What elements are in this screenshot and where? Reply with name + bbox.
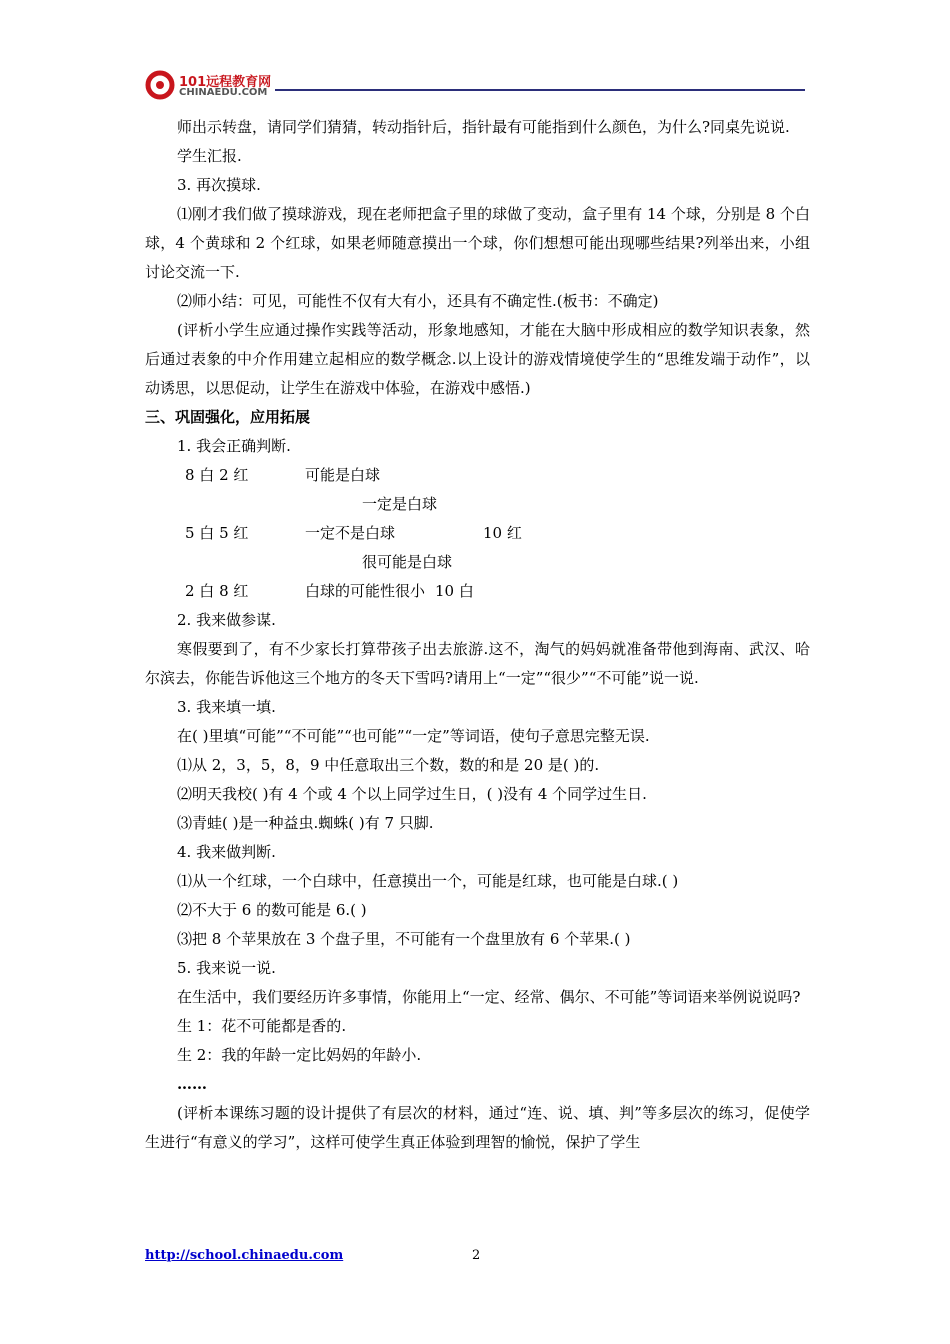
matching-left: 8 白 2 红 bbox=[185, 466, 249, 484]
student-answer: 生 1：花不可能都是香的. bbox=[177, 1017, 347, 1035]
sub-item: ⑴从一个红球，一个白球中，任意摸出一个，可能是红球，也可能是白球.( ) bbox=[177, 872, 679, 890]
paragraph: ⑵师小结：可见，可能性不仅有大有小，还具有不确定性.(板书：不确定) bbox=[177, 292, 659, 310]
matching-extra: 10 白 bbox=[435, 582, 474, 600]
footer-link[interactable]: http://school.chinaedu.com bbox=[145, 1248, 344, 1263]
page-footer bbox=[145, 1248, 810, 1268]
list-item: 3. 再次摸球. bbox=[177, 176, 261, 194]
matching-row bbox=[145, 461, 810, 490]
sub-item: ⑶把 8 个苹果放在 3 个盘子里，不可能有一个盘里放有 6 个苹果.( ) bbox=[177, 930, 631, 948]
matching-row bbox=[145, 548, 810, 577]
matching-right: 一定不是白球 bbox=[305, 524, 396, 542]
paragraph: 寒假要到了，有不少家长打算带孩子出去旅游.这不，淘气的妈妈就准备带他到海南、武汉、哈尔滨去，你能告诉他这三个地方的冬天下雪吗?请用上“一定”“很少”“不可能”说一说. bbox=[145, 640, 810, 687]
matching-left: 5 白 5 红 bbox=[185, 524, 249, 542]
header-rule bbox=[275, 89, 805, 91]
paragraph: 在( )里填“可能”“不可能”“也可能”“一定”等词语，使句子意思完整无误. bbox=[177, 727, 650, 745]
document-body bbox=[145, 113, 810, 1157]
list-item: 4. 我来做判断. bbox=[177, 843, 276, 861]
section-heading: 三、巩固强化，应用拓展 bbox=[145, 408, 311, 426]
student-answer: 生 2：我的年龄一定比妈妈的年龄小. bbox=[177, 1046, 422, 1064]
chinaedu-logo bbox=[145, 70, 285, 102]
matching-right: 一定是白球 bbox=[362, 495, 438, 513]
logo-english-text: CHINAEDU.COM bbox=[179, 87, 268, 98]
ellipsis: …… bbox=[177, 1075, 207, 1093]
matching-row bbox=[145, 519, 810, 548]
sub-item: ⑴从 2，3，5，8，9 中任意取出三个数，数的和是 20 是( )的. bbox=[177, 756, 600, 774]
list-item: 1. 我会正确判断. bbox=[177, 437, 291, 455]
logo-chinese-text: 101远程教育网 bbox=[179, 75, 272, 90]
page-number: 2 bbox=[472, 1248, 481, 1263]
matching-row bbox=[145, 490, 810, 519]
list-item: 5. 我来说一说. bbox=[177, 959, 276, 977]
sub-item: ⑶青蛙( )是一种益虫.蜘蛛( )有 7 只脚. bbox=[177, 814, 434, 832]
logo-ring-icon bbox=[145, 70, 175, 100]
sub-item: ⑵不大于 6 的数可能是 6.( ) bbox=[177, 901, 367, 919]
commentary-paragraph: (评析小学生应通过操作实践等活动，形象地感知，才能在大脑中形成相应的数学知识表象，然后通过表象的中介作用建立起相应的数学概念.以上设计的游戏情境使学生的“思维发端于动作”，以动诱思，以思促动，让学生在游戏中体验，在游戏中感悟.) bbox=[145, 321, 810, 397]
matching-extra: 10 红 bbox=[483, 524, 522, 542]
paragraph: 学生汇报. bbox=[177, 147, 242, 165]
paragraph: 在生活中，我们要经历许多事情，你能用上“一定、经常、偶尔、不可能”等词语来举例说说吗? bbox=[177, 988, 801, 1006]
paragraph: 师出示转盘，请同学们猜猜，转动指针后，指针最有可能指到什么颜色，为什么?同桌先说说. bbox=[177, 118, 790, 136]
matching-right: 白球的可能性很小 bbox=[305, 582, 426, 600]
matching-right: 可能是白球 bbox=[305, 466, 381, 484]
list-item: 2. 我来做参谋. bbox=[177, 611, 276, 629]
list-item: 3. 我来填一填. bbox=[177, 698, 276, 716]
sub-item: ⑵明天我校( )有 4 个或 4 个以上同学过生日，( )没有 4 个同学过生日. bbox=[177, 785, 647, 803]
matching-left: 2 白 8 红 bbox=[185, 582, 249, 600]
commentary-paragraph: (评析本课练习题的设计提供了有层次的材料，通过“连、说、填、判”等多层次的练习，促使学生进行“有意义的学习”，这样可使学生真正体验到理智的愉悦，保护了学生 bbox=[145, 1104, 810, 1151]
matching-row bbox=[145, 577, 810, 606]
paragraph: ⑴刚才我们做了摸球游戏，现在老师把盒子里的球做了变动，盒子里有 14 个球，分别是 8 个白球，4 个黄球和 2 个红球，如果老师随意摸出一个球，你们想想可能出现哪些结果?列举出来，小组讨论交流一下. bbox=[145, 205, 810, 281]
page-header bbox=[145, 70, 805, 102]
matching-right: 很可能是白球 bbox=[362, 553, 453, 571]
